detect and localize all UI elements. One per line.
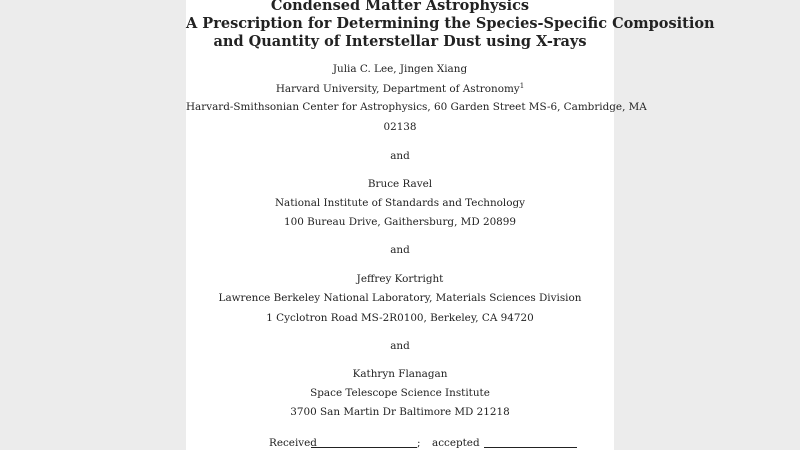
author-name-flanagan: Kathryn Flanagan (352, 368, 448, 380)
address-stsci: 3700 San Martin Dr Baltimore MD 21218 (290, 406, 510, 418)
title-line-3: and Quantity of Interstellar Dust using X-rays (213, 33, 587, 50)
affiliation-harvard: Harvard University, Department of Astronomy$^1$ (275, 82, 525, 95)
address-nist: 100 Bureau Drive, Gaithersburg, MD 20899 (283, 216, 517, 228)
author-names-1: Julia C. Lee, Jingen Xiang (332, 63, 468, 75)
affiliation-lbnl: Lawrence Berkeley National Laboratory, Materials Sciences Division (218, 292, 582, 304)
affiliation-cfa: Harvard-Smithsonian Center for Astrophysics, 60 Garden Street MS-6, Cambridge, MA (186, 101, 647, 113)
and-separator-1: and (390, 150, 410, 162)
title-line-2: A Prescription for Determining the Species-Specific Composition (186, 15, 715, 32)
and-separator-3: and (390, 340, 410, 352)
author-name-ravel: Bruce Ravel (367, 178, 433, 190)
affiliation-stsci: Space Telescope Science Institute (310, 387, 490, 399)
address-lbnl: 1 Cyclotron Road MS-2R0100, Berkeley, CA 94720 (266, 312, 534, 324)
author-name-kortright: Jeffrey Kortright (356, 273, 444, 285)
title-line-1: Condensed Matter Astrophysics (270, 0, 530, 14)
accepted-label: accepted (432, 437, 480, 449)
received-label: Received (269, 437, 317, 449)
accepted-date-rule (484, 447, 577, 448)
affiliation-cfa-zip: 02138 (383, 121, 417, 133)
and-separator-2: and (390, 244, 410, 256)
received-date-rule (311, 447, 417, 448)
affiliation-nist: National Institute of Standards and Technology (274, 197, 526, 209)
footnote-mark: 1 (519, 82, 525, 90)
paper-page (186, 0, 715, 450)
received-separator: ; (417, 437, 421, 449)
